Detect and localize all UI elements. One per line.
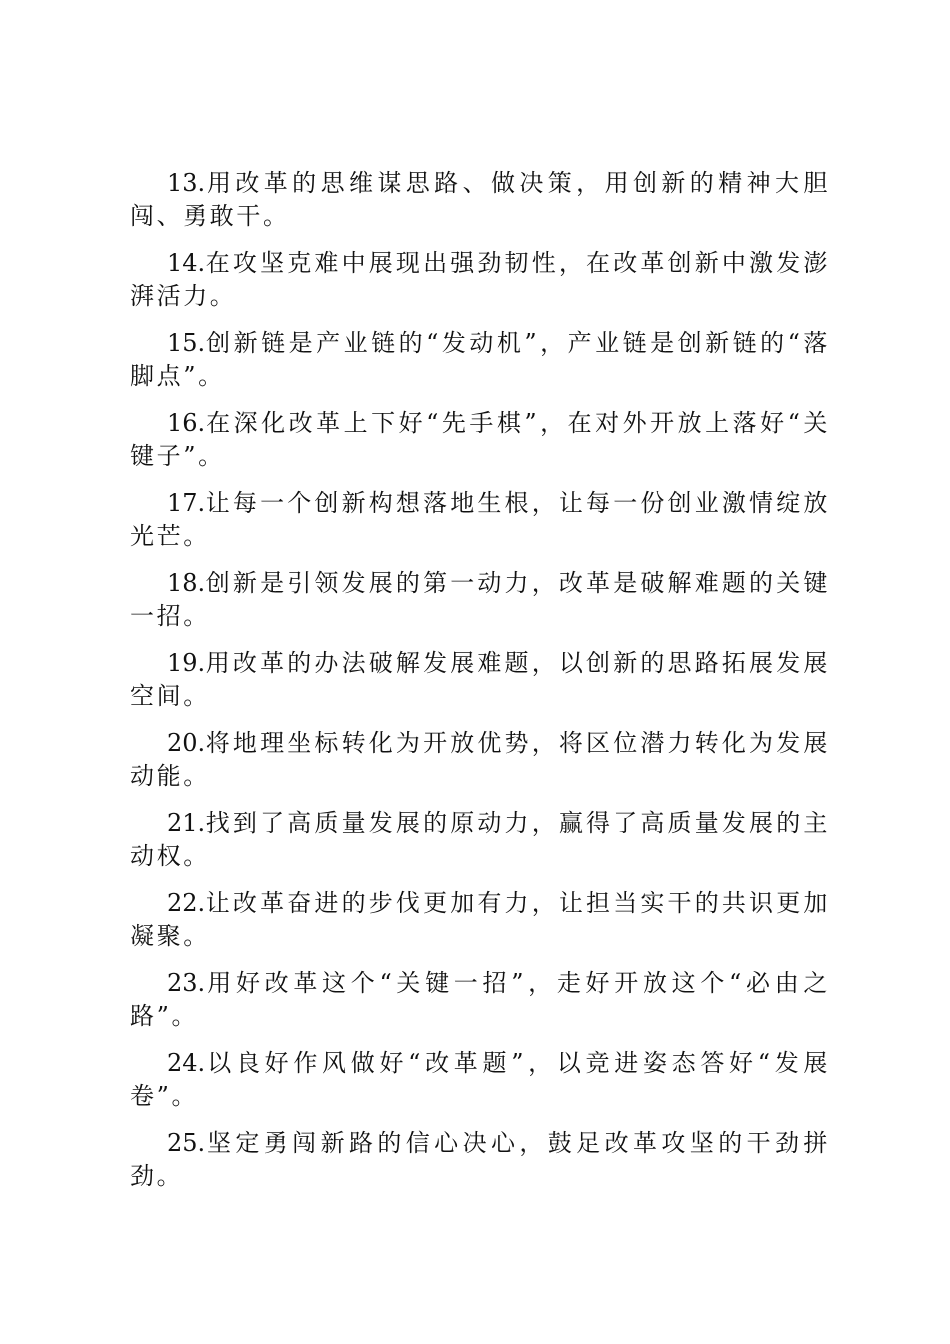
item-number: 13. xyxy=(167,169,206,197)
item-number: 15. xyxy=(167,329,206,357)
item-text: 找到了高质量发展的原动力，赢得了高质量发展的主动权。 xyxy=(130,809,830,870)
list-item xyxy=(130,1127,830,1193)
item-text: 将地理坐标转化为开放优势，将区位潜力转化为发展动能。 xyxy=(130,729,830,790)
list-item xyxy=(130,407,830,473)
item-text: 在攻坚克难中展现出强劲韧性，在改革创新中激发澎湃活力。 xyxy=(130,249,830,310)
list-item xyxy=(130,887,830,953)
document-body xyxy=(130,167,830,1207)
item-number: 23. xyxy=(167,969,206,997)
item-number: 17. xyxy=(167,489,206,517)
item-text: 创新链是产业链的“发动机”，产业链是创新链的“落脚点”。 xyxy=(130,329,830,390)
item-text: 用改革的办法破解发展难题，以创新的思路拓展发展空间。 xyxy=(130,649,830,710)
item-text: 创新是引领发展的第一动力，改革是破解难题的关键一招。 xyxy=(130,569,830,630)
item-text: 以良好作风做好“改革题”，以竞进姿态答好“发展卷”。 xyxy=(130,1049,830,1110)
item-text: 用好改革这个“关键一招”，走好开放这个“必由之路”。 xyxy=(130,969,830,1030)
item-text: 用改革的思维谋思路、做决策，用创新的精神大胆闯、勇敢干。 xyxy=(130,169,830,230)
item-number: 21. xyxy=(167,809,206,837)
item-text: 让每一个创新构想落地生根，让每一份创业激情绽放光芒。 xyxy=(130,489,830,550)
item-text: 在深化改革上下好“先手棋”，在对外开放上落好“关键子”。 xyxy=(130,409,830,470)
item-number: 25. xyxy=(167,1129,206,1157)
list-item xyxy=(130,327,830,393)
item-number: 20. xyxy=(167,729,206,757)
item-number: 18. xyxy=(167,569,206,597)
list-item xyxy=(130,1047,830,1113)
list-item xyxy=(130,247,830,313)
item-number: 14. xyxy=(167,249,206,277)
list-item xyxy=(130,967,830,1033)
list-item xyxy=(130,487,830,553)
item-text: 让改革奋进的步伐更加有力，让担当实干的共识更加凝聚。 xyxy=(130,889,830,950)
list-item xyxy=(130,727,830,793)
list-item xyxy=(130,807,830,873)
item-number: 16. xyxy=(167,409,206,437)
item-number: 19. xyxy=(167,649,206,677)
list-item xyxy=(130,647,830,713)
item-number: 22. xyxy=(167,889,206,917)
item-text: 坚定勇闯新路的信心决心，鼓足改革攻坚的干劲拼劲。 xyxy=(130,1129,830,1190)
list-item xyxy=(130,167,830,233)
item-number: 24. xyxy=(167,1049,206,1077)
list-item xyxy=(130,567,830,633)
